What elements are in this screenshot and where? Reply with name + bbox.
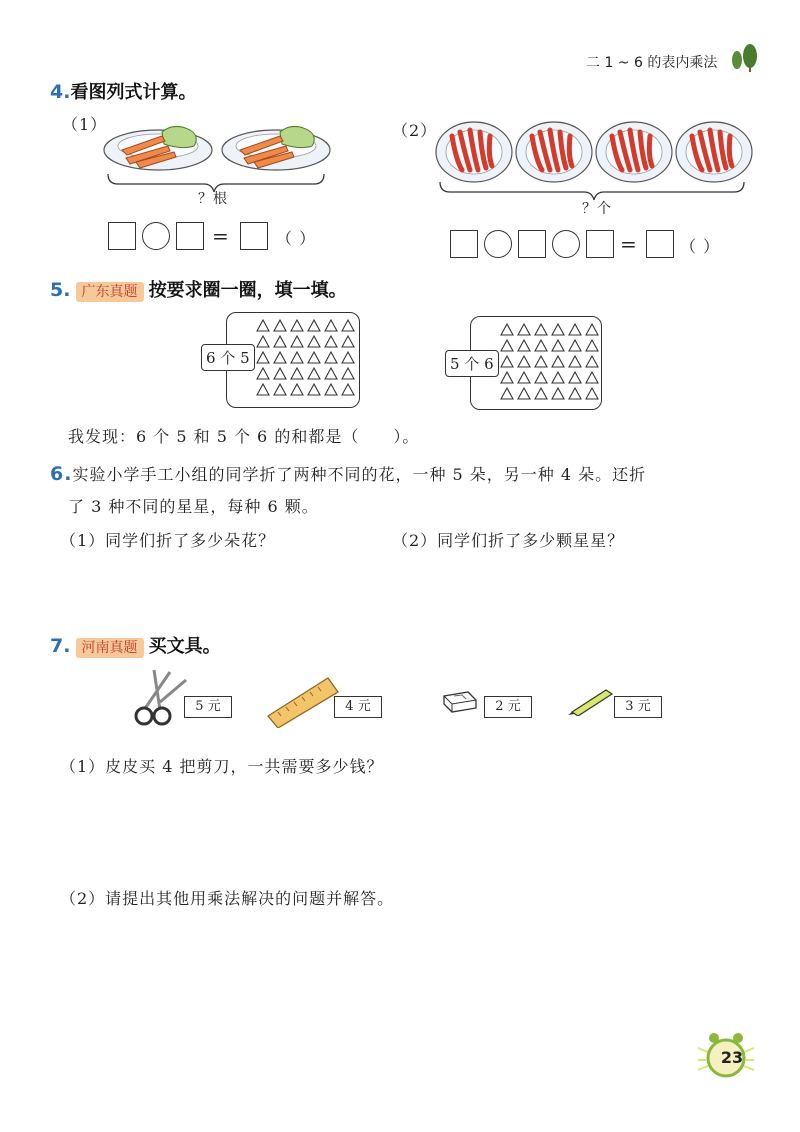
price-tag-ruler: 4 元 <box>334 696 382 718</box>
q6-line1 <box>50 462 646 485</box>
source-tag: 河南真题 <box>76 638 144 658</box>
equals-sign: = <box>620 232 638 256</box>
q4-part1-label: （1） <box>62 115 108 134</box>
carrot-plate-icon <box>222 126 330 170</box>
q4-part2-label: （2） <box>392 121 438 140</box>
label-5-of-6: 5 个 6 <box>445 350 499 377</box>
tree-icon <box>728 44 760 74</box>
q6-text1: 实验小学手工小组的同学折了两种不同的花，一种 5 朵，另一种 4 朵。还折 <box>72 465 647 484</box>
question-number: 6. <box>50 463 73 485</box>
equals-sign: = <box>212 224 230 248</box>
price-tag-scissors: 5 元 <box>184 696 232 718</box>
answer-box[interactable] <box>646 230 674 258</box>
question-number: 4. <box>50 81 71 103</box>
q4-heading <box>50 78 196 104</box>
unit-paren[interactable]: （ ） <box>276 229 317 248</box>
q5-heading <box>50 276 347 302</box>
q6-sub1: （1）同学们折了多少朵花？ <box>60 531 276 550</box>
answer-box[interactable] <box>108 222 136 250</box>
pen-icon <box>566 684 618 716</box>
question-number: 7. <box>50 635 71 657</box>
operator-circle[interactable] <box>142 222 170 250</box>
pepper-plate-icon <box>436 122 512 182</box>
answer-box[interactable] <box>518 230 546 258</box>
q4-part2-brace-label: ？个 <box>582 201 612 217</box>
q7-sub2: （2）请提出其他用乘法解决的问题并解答。 <box>60 889 395 908</box>
q7-heading <box>50 632 221 658</box>
answer-box[interactable] <box>176 222 204 250</box>
pepper-plate-icon <box>516 122 592 182</box>
q4-part1-brace-label: ？根 <box>198 191 228 207</box>
answer-box[interactable] <box>586 230 614 258</box>
carrot-plate-icon <box>104 126 212 170</box>
price-tag-eraser: 2 元 <box>484 696 532 718</box>
q7-sub1: （1）皮皮买 4 把剪刀，一共需要多少钱？ <box>60 757 384 776</box>
q6-sub2: （2）同学们折了多少颗星星？ <box>392 531 625 550</box>
operator-circle[interactable] <box>484 230 512 258</box>
q6-text2: 了 3 种不同的星星，每种 6 颗。 <box>68 497 319 516</box>
answer-box[interactable] <box>450 230 478 258</box>
unit-paren[interactable]: （ ） <box>680 237 721 256</box>
question-title: 按要求圈一圈，填一填。 <box>148 280 347 301</box>
eraser-icon <box>440 688 480 714</box>
ruler-icon <box>264 668 344 728</box>
chapter-header: 二 1 ~ 6 的表内乘法 <box>586 55 718 71</box>
pepper-plate-icon <box>676 122 752 182</box>
question-title: 看图列式计算。 <box>70 82 197 103</box>
q5-discovery: 我发现：6 个 5 和 5 个 6 的和都是（ ）。 <box>68 427 420 446</box>
operator-circle[interactable] <box>552 230 580 258</box>
question-number: 5. <box>50 279 71 301</box>
pepper-plate-icon <box>596 122 672 182</box>
source-tag: 广东真题 <box>76 282 144 302</box>
scissors-icon <box>130 666 190 728</box>
page-number: 23 <box>720 1048 744 1067</box>
price-tag-pen: 3 元 <box>614 696 662 718</box>
label-6-of-5: 6 个 5 <box>201 344 255 371</box>
answer-box[interactable] <box>240 222 268 250</box>
question-title: 买文具。 <box>148 636 221 657</box>
